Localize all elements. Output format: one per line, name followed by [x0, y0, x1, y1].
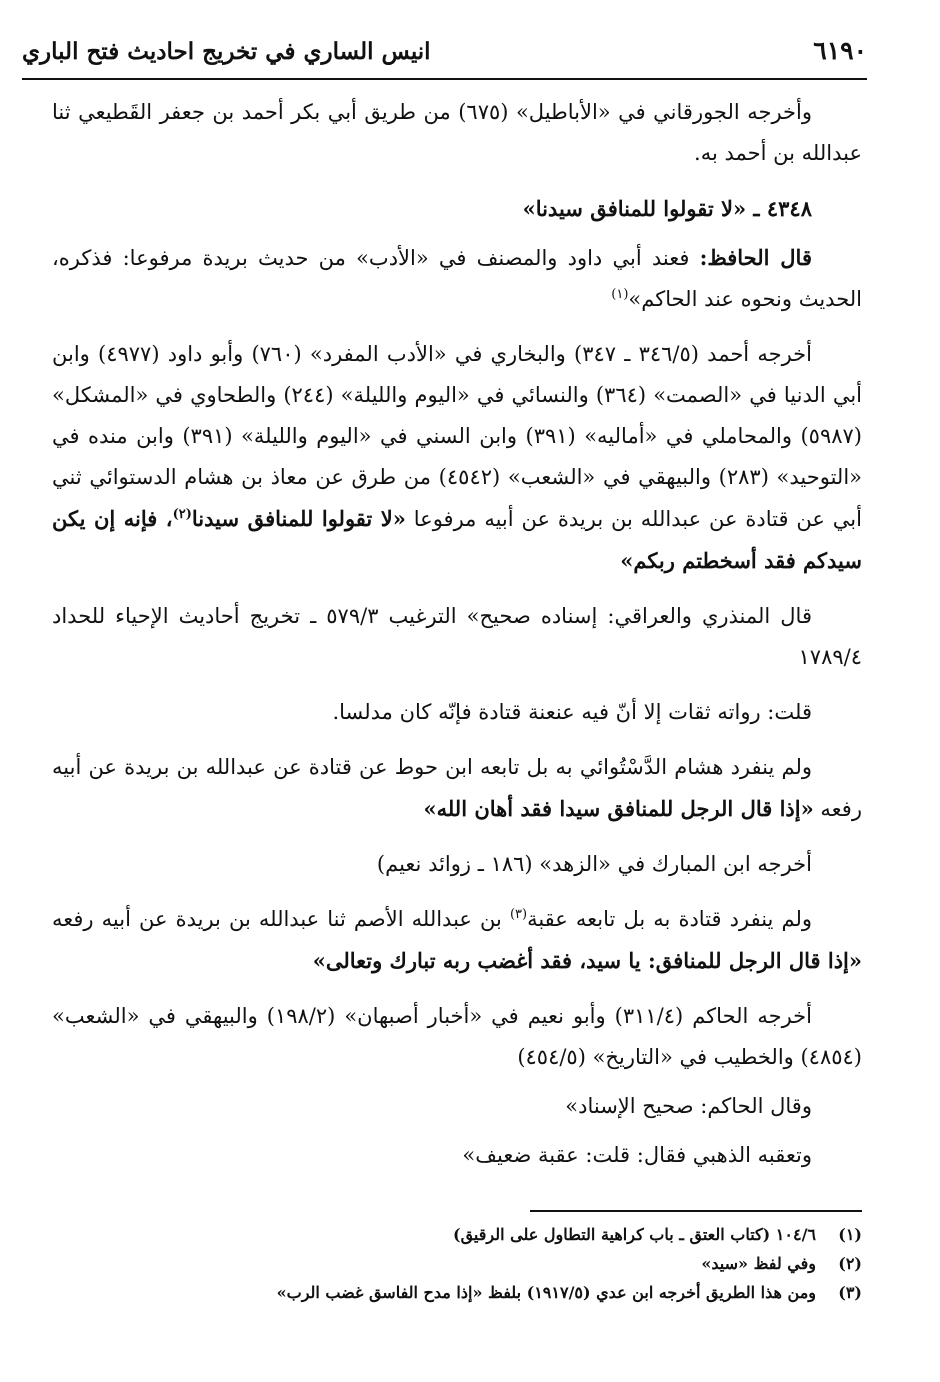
- paragraph-text: أخرجه الحاكم (٣١١/٤) وأبو نعيم في «أخبار أصبهان» (١٩٨/٢) والبيهقي في «الشعب» (٤٨٥٤) والخطيب في «التاريخ» (٤٥٤/٥): [52, 1004, 862, 1069]
- speaker-label: قال الحافظ:: [699, 245, 812, 270]
- footnote-text: وفي لفظ «سيد»: [701, 1254, 816, 1273]
- paragraph: [52, 1086, 862, 1127]
- footnote-number: (١): [838, 1225, 862, 1244]
- paragraph: [52, 1135, 862, 1176]
- paragraph: [52, 899, 862, 982]
- page-number: ٦١٩٠: [813, 36, 867, 65]
- running-header: [22, 34, 867, 80]
- paragraph: [52, 844, 862, 885]
- book-title: انيس الساري في تخريج احاديث فتح الباري: [22, 38, 431, 65]
- paragraph-text: أخرجه ابن المبارك في «الزهد» (١٨٦ ـ زوائد نعيم): [376, 852, 812, 876]
- paragraph-text: قال المنذري والعراقي: إسناده صحيح» الترغيب ٥٧٩/٣ ـ تخريج أحاديث الإحياء للحداد ١٧٨٩/٤: [52, 604, 862, 669]
- footnotes: [52, 1220, 862, 1307]
- paragraph: [52, 596, 862, 678]
- footnote: [52, 1220, 862, 1249]
- paragraph-text: وأخرجه الجورقاني في «الأباطيل» (٦٧٥) من طريق أبي بكر أحمد بن جعفر القَطيعي ثنا عبدالله بن أحمد به.: [52, 100, 862, 165]
- footnote: [52, 1249, 862, 1278]
- hadith-quote: ، فإنه إن يكن سيدكم فقد أسخطتم ربكم»: [52, 506, 862, 573]
- paragraph: [52, 334, 862, 582]
- paragraph: [52, 92, 862, 174]
- hadith-quote: «إذا قال الرجل للمنافق: يا سيد، فقد أغضب ربه تبارك وتعالى»: [312, 948, 862, 973]
- hadith-heading: [52, 188, 862, 229]
- paragraph: [52, 996, 862, 1078]
- footnote-ref: (٣): [509, 907, 528, 922]
- paragraph-text: فعند أبي داود والمصنف في «الأدب» من حديث بريدة مرفوعا: فذكره، الحديث ونحوه عند الحاكم»: [52, 246, 862, 311]
- paragraph-text: وقال الحاكم: صحيح الإسناد»: [565, 1094, 812, 1118]
- footnote-text: ١٠٤/٦ (كتاب العتق ـ باب كراهية التطاول على الرقيق): [453, 1225, 816, 1244]
- hadith-quote: «لا تقولوا للمنافق سيدنا: [191, 506, 406, 531]
- paragraph: [52, 237, 862, 320]
- main-text: [52, 92, 862, 1176]
- paragraph-text: ولم ينفرد قتادة به بل تابعه عقبة: [527, 907, 812, 931]
- paragraph-text: ولم ينفرد هشام الدَّسْتُوائي به بل تابعه ابن حوط عن قتادة عن عبدالله بن بريدة عن أبيه رفعه: [52, 755, 862, 821]
- footnote-text: ومن هذا الطريق أخرجه ابن عدي (١٩١٧/٥) بلفظ «إذا مدح الفاسق غضب الرب»: [276, 1283, 816, 1302]
- footnote-ref: (١): [611, 287, 629, 302]
- paragraph: [52, 747, 862, 830]
- footnote-ref: (٢): [172, 507, 192, 522]
- paragraph-text: أخرجه أحمد (٣٤٦/٥ ـ ٣٤٧) والبخاري في «الأدب المفرد» (٧٦٠) وأبو داود (٤٩٧٧) وابن أبي الدنيا في «الصمت» (٣٦٤) والنسائي في «اليوم والليلة» (٢٤٤) والطحاوي في «المشكل» (٥٩٨٧) والمحاملي في «أماليه» (٣٩١) وابن السني في «اليوم والليلة» (٣٩١) وابن منده في «التوحيد» (٢٨٣) والبيهقي في «الشعب» (٤٥٤٢) من طرق عن معاذ بن هشام الدستوائي ثني أبي عن قتادة عن عبدالله بن بريدة عن أبيه مرفوعا: [52, 342, 863, 531]
- paragraph-text: قلت: رواته ثقات إلا أنّ فيه عنعنة قتادة فإنّه كان مدلسا.: [332, 700, 812, 724]
- footnote-number: (٣): [838, 1283, 862, 1302]
- hadith-quote: «إذا قال الرجل للمنافق سيدا فقد أهان الله»: [423, 796, 814, 821]
- paragraph-text: وتعقبه الذهبي فقال: قلت: عقبة ضعيف»: [462, 1143, 812, 1167]
- paragraph: [52, 692, 862, 733]
- heading-text: ٤٣٤٨ ـ «لا تقولوا للمنافق سيدنا»: [522, 196, 812, 221]
- footnote-number: (٢): [838, 1254, 862, 1273]
- footnote-divider: [530, 1210, 862, 1212]
- footnote: [52, 1278, 862, 1307]
- paragraph-text: بن عبدالله الأصم ثنا عبدالله بن بريدة عن أبيه رفعه: [52, 907, 502, 931]
